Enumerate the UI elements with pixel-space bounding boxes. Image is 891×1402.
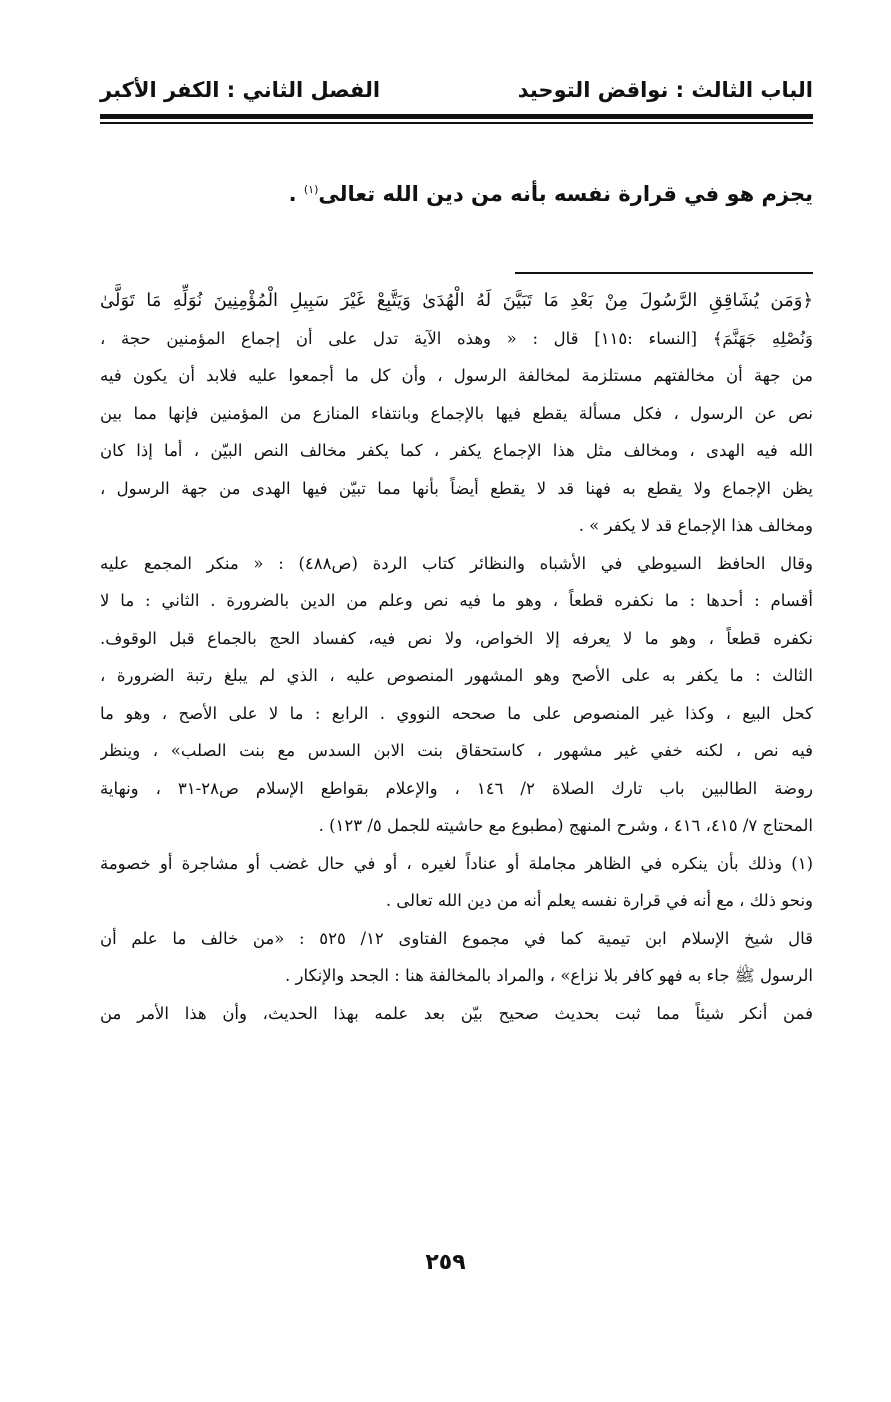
footnote-line: ﴿وَمَن يُشَاقِقِ الرَّسُولَ مِنْ بَعْدِ مَا تَبَيَّنَ لَهُ الْهُدَىٰ وَيَتَّبِعْ غَيْرَ سَبِيلِ الْمُؤْمِنِينَ نُوَلِّهِ مَا تَوَلَّىٰ bbox=[100, 290, 813, 311]
footnote-line: المحتاج ٧/ ٤١٥، ٤١٦ ، وشرح المنهج (مطبوع مع حاشيته للجمل ٥/ ١٢٣) . bbox=[318, 816, 813, 835]
footnote-line: الله فيه الهدى ، ومخالف مثل هذا الإجماع يكفر ، كما يكفر مخالف النص البيّن ، أما إذا كان bbox=[100, 441, 813, 460]
section-title: الفصل الثاني : الكفر الأكبر bbox=[100, 78, 381, 102]
footnote-line: الرسول ﷺ جاء به فهو كافر بلا نزاع» ، والمراد بالمخالفة هنا : الجحد والإنكار . bbox=[285, 966, 813, 985]
footnote-separator bbox=[515, 272, 813, 274]
header-rule-thick bbox=[100, 114, 813, 119]
footnote-reference: (١) bbox=[303, 183, 319, 196]
footnote-line: وقال الحافظ السيوطي في الأشباه والنظائر كتاب الردة (ص٤٨٨) : « منكر المجمع عليه bbox=[100, 553, 813, 573]
footnote-line: ونحو ذلك ، مع أنه في قرارة نفسه يعلم أنه من دين الله تعالى . bbox=[385, 891, 813, 910]
footnote-line: من جهة أن مخالفتهم مستلزمة لمخالفة الرسول ، وأن كل ما أجمعوا عليه فلابد أن يكون فيه bbox=[100, 366, 813, 385]
footnote-line: الثالث : ما يكفر به على الأصح وهو المشهور المنصوص عليه ، الذي لم يبلغ رتبة الضرورة ، bbox=[100, 666, 813, 685]
footnotes-block bbox=[100, 282, 813, 1032]
page-number: ٢٥٩ bbox=[425, 1250, 466, 1275]
footnote-line: وَنُصْلِهِ جَهَنَّمَ﴾ [النساء :١١٥] قال : « وهذه الآية تدل على أن إجماع المؤمنين حجة ، bbox=[100, 328, 813, 348]
body-sentence-end: . bbox=[288, 182, 304, 206]
footnote-line: قال شيخ الإسلام ابن تيمية كما في مجموع الفتاوى ١٢/ ٥٢٥ : «من خالف ما علم أن bbox=[100, 928, 813, 948]
footnote-line: نكفره قطعاً ، وهو ما لا يعرفه إلا الخواص، ولا نص فيه، كفساد الحج بالجماع قبل الوقوف. bbox=[100, 628, 813, 648]
footnote-line: كحل البيع ، وكذا غير المنصوص على ما صححه النووي . الرابع : ما لا على الأصح ، وهو ما bbox=[100, 703, 813, 723]
footnote-line: روضة الطالبين باب تارك الصلاة ٢/ ١٤٦ ، والإعلام بقواطع الإسلام ص٢٨-٣١ ، ونهاية bbox=[100, 778, 813, 798]
running-header bbox=[100, 70, 813, 110]
footnote-line: فيه نص ، لكنه خفي غير مشهور ، كاستحقاق بنت الابن السدس مع بنت الصلب» ، وينظر bbox=[100, 741, 813, 760]
footnote-line: نص عن الرسول ، فكل مسألة يقطع فيها بالإجماع وبانتفاء المنازع من المؤمنين فإنها مما بين bbox=[100, 403, 813, 423]
body-sentence: يجزم هو في قرارة نفسه بأنه من دين الله تعالى bbox=[318, 182, 813, 206]
footnote-line: أقسام : أحدها : ما نكفره قطعاً ، وهو ما فيه نص وعلم من الدين بالضرورة . الثاني : ما لا bbox=[100, 591, 813, 610]
footnote-line: (١) وذلك بأن ينكره في الظاهر مجاملة أو عناداً لغيره ، أو في حال غضب أو مشاجرة أو خصومة bbox=[100, 853, 813, 873]
footnote-line: ومخالف هذا الإجماع قد لا يكفر » . bbox=[578, 516, 813, 535]
body-text bbox=[100, 182, 813, 206]
footnote-line: يظن الإجماع ولا يقطع به فهنا قد لا يقطع أيضاً بأنها مما تبيّن فيها الهدى من جهة الرسول ، bbox=[100, 478, 813, 498]
header-rule-thin bbox=[100, 122, 813, 124]
footnote-line: فمن أنكر شيئاً مما ثبت بحديث صحيح بيّن بعد علمه بهذا الحديث، وأن هذا الأمر من bbox=[100, 1003, 813, 1023]
chapter-title: الباب الثالث : نواقض التوحيد bbox=[517, 78, 813, 102]
